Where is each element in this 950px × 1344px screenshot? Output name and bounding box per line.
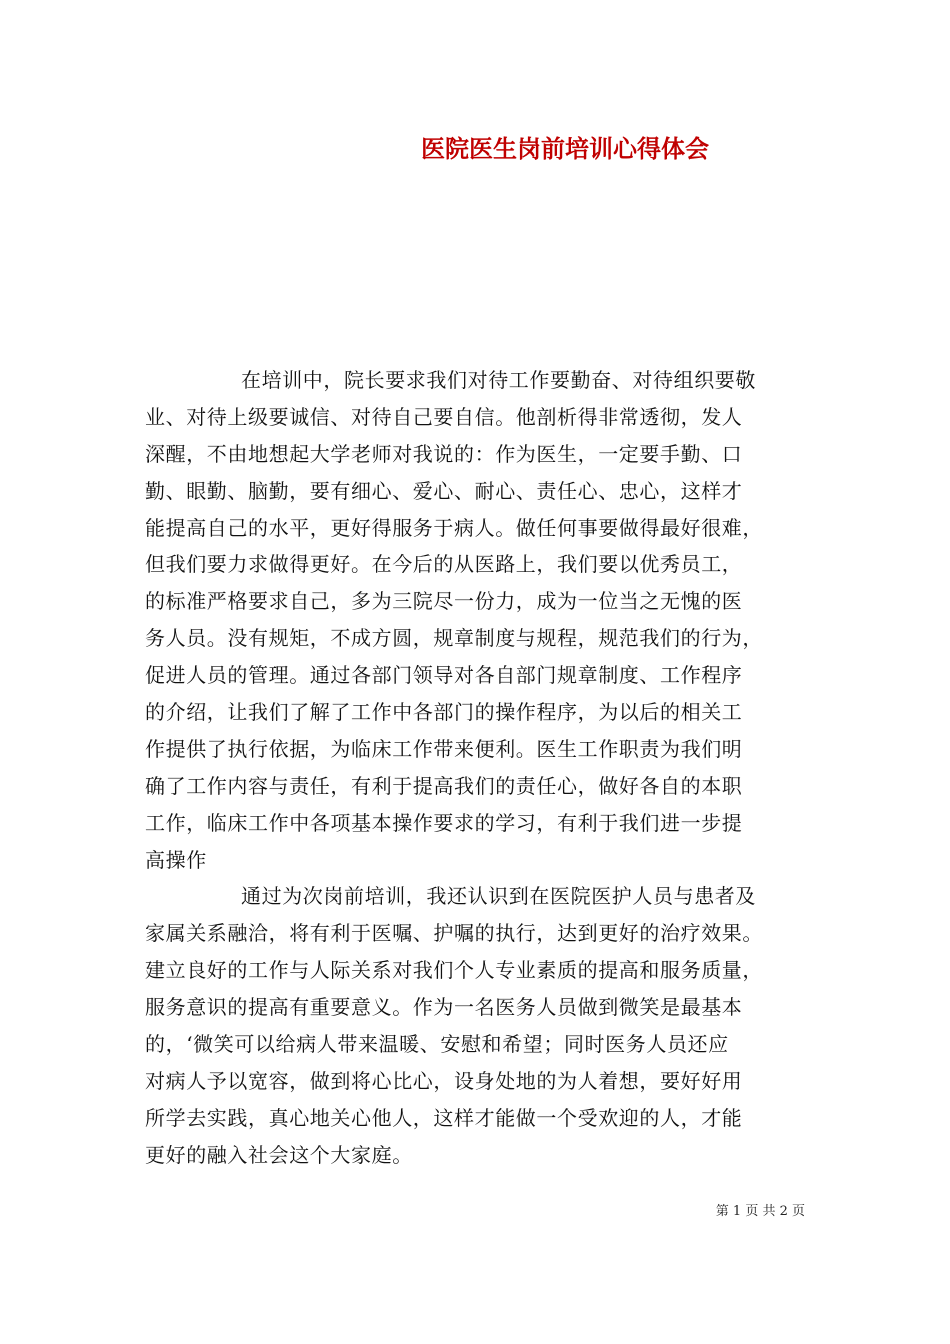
paragraph-line: 高操作 <box>145 847 207 872</box>
paragraph-2 <box>145 878 810 1173</box>
paragraph-line: 但我们要力求做得更好。在今后的从医路上，我们要以优秀员工， <box>145 552 743 577</box>
paragraph-line: 家属关系融洽，将有利于医嘱、护嘱的执行，达到更好的治疗效果。 <box>145 921 763 946</box>
paragraph-line: 确了工作内容与责任，有利于提高我们的责任心，做好各自的本职 <box>145 773 743 798</box>
paragraph-line: 建立良好的工作与人际关系对我们个人专业素质的提高和服务质量， <box>145 958 763 983</box>
paragraph-line: 业、对待上级要诚信、对待自己要自信。他剖析得非常透彻，发人 <box>145 404 743 429</box>
paragraph-line: 务人员。没有规矩，不成方圆，规章制度与规程，规范我们的行为， <box>145 626 763 651</box>
paragraph-line: 促进人员的管理。通过各部门领导对各自部门规章制度、工作程序 <box>145 663 743 688</box>
paragraph-1 <box>145 362 810 878</box>
paragraph-line: 服务意识的提高有重要意义。作为一名医务人员做到微笑是最基本 <box>145 995 743 1020</box>
paragraph-line: 所学去实践，真心地关心他人，这样才能做一个受欢迎的人，才能 <box>145 1105 743 1130</box>
paragraph-line: 更好的融入社会这个大家庭。 <box>145 1142 413 1167</box>
paragraph-line: 能提高自己的水平，更好得服务于病人。做任何事要做得最好很难， <box>145 515 763 540</box>
paragraph-line: 的标准严格要求自己，多为三院尽一份力，成为一位当之无愧的医 <box>145 589 743 614</box>
paragraph-line: 深醒，不由地想起大学老师对我说的：作为医生，一定要手勤、口 <box>145 441 743 466</box>
paragraph-line: 勤、眼勤、脑勤，要有细心、爱心、耐心、责任心、忠心，这样才 <box>145 478 743 503</box>
paragraph-line: 对病人予以宽容，做到将心比心，设身处地的为人着想，要好好用 <box>145 1068 743 1093</box>
paragraph-line: 在培训中，院长要求我们对待工作要勤奋、对待组织要敬 <box>241 368 756 392</box>
page-number-footer: 第 1 页 共 2 页 <box>715 1204 805 1219</box>
paragraph-line: 的介绍，让我们了解了工作中各部门的操作程序，为以后的相关工 <box>145 700 743 725</box>
document-body <box>145 362 810 1174</box>
paragraph-line: 工作，临床工作中各项基本操作要求的学习，有利于我们进一步提 <box>145 810 743 835</box>
paragraph-line: 作提供了执行依据，为临床工作带来便利。医生工作职责为我们明 <box>145 736 743 761</box>
paragraph-line: 的，‘微笑可以给病人带来温暖、安慰和希望；同时医务人员还应 <box>145 1032 729 1057</box>
paragraph-line: 通过为次岗前培训，我还认识到在医院医护人员与患者及 <box>241 884 756 909</box>
document-title: 医院医生岗前培训心得体会 <box>421 134 709 163</box>
